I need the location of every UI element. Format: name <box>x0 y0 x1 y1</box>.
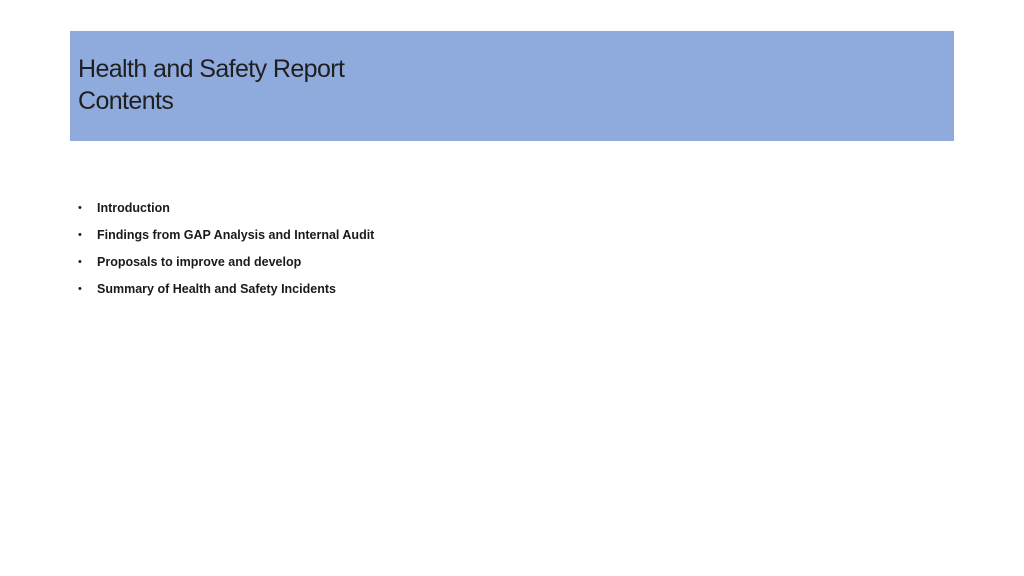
list-item <box>78 221 374 248</box>
list-item-label: Introduction <box>97 200 170 215</box>
title-band <box>70 31 954 141</box>
bullet-icon: • <box>78 255 82 268</box>
list-item <box>78 275 374 302</box>
list-item <box>78 248 374 275</box>
slide-title-line-2: Contents <box>78 87 174 115</box>
list-item-label: Summary of Health and Safety Incidents <box>97 281 336 296</box>
list-item-label: Findings from GAP Analysis and Internal Audit <box>97 227 375 242</box>
contents-list <box>78 194 374 302</box>
bullet-icon: • <box>78 228 82 241</box>
slide-title-line-1: Health and Safety Report <box>78 55 345 83</box>
bullet-icon: • <box>78 282 82 295</box>
list-item <box>78 194 374 221</box>
list-item-label: Proposals to improve and develop <box>97 254 302 269</box>
slide-title <box>78 53 344 117</box>
bullet-icon: • <box>78 201 82 214</box>
